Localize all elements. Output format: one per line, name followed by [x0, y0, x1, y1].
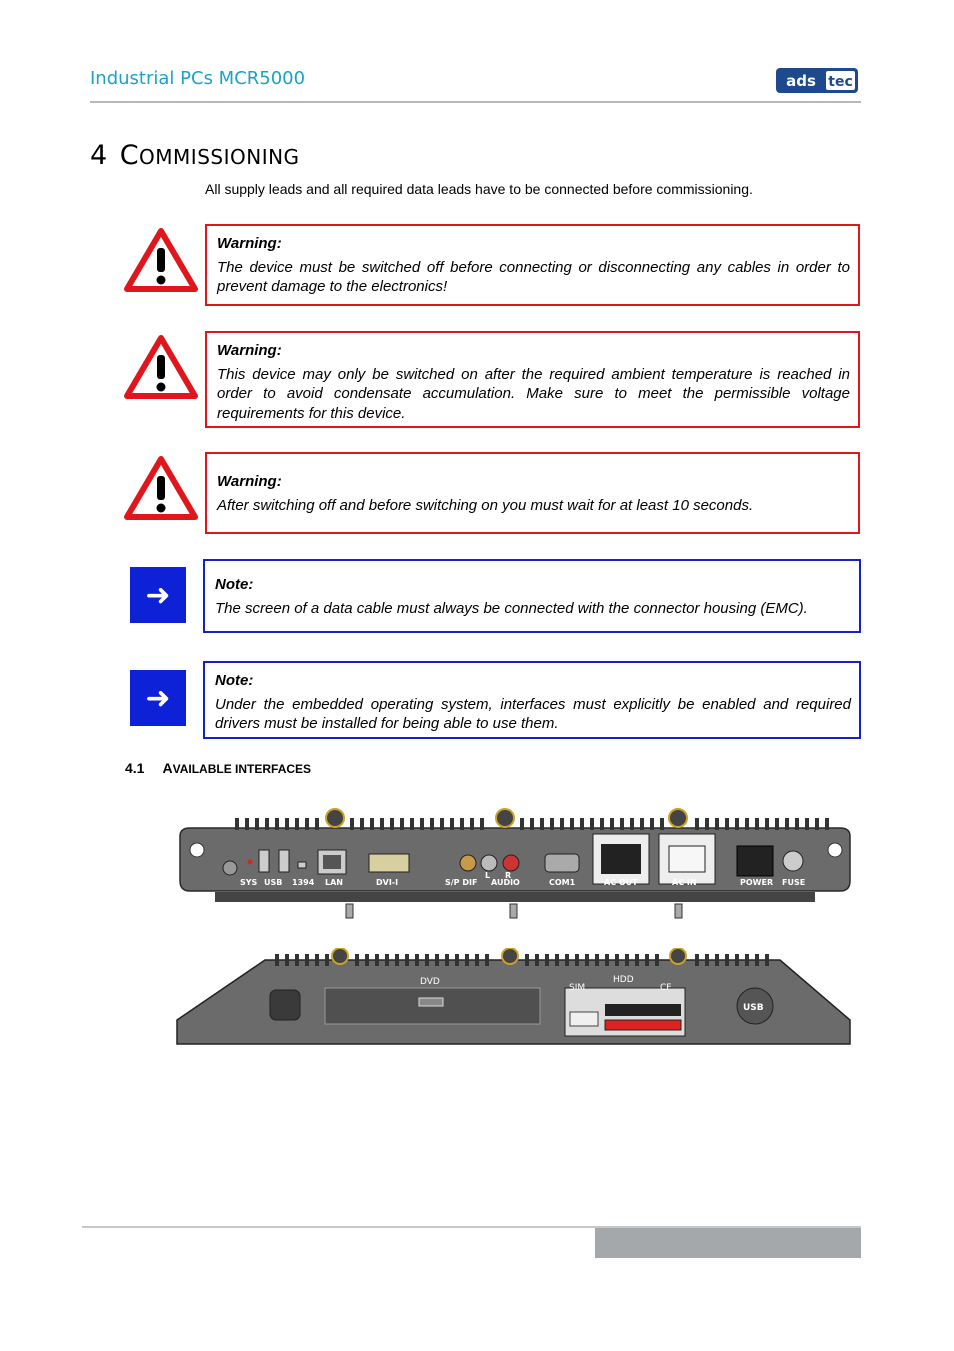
footer-bar [595, 1228, 861, 1258]
label-r: R [505, 871, 512, 880]
arrow-right-icon: ➜ [130, 567, 186, 623]
logo-text-right: tec [828, 74, 853, 90]
logo-text-left: ads [786, 72, 816, 90]
warning-title: Warning: [217, 473, 282, 490]
label-ac-in: AC IN [672, 878, 697, 887]
note-text: Under the embedded operating system, interfaces must explicitly be enabled and required drivers must be installed for being able to use them. [215, 695, 851, 732]
warning-text: This device may only be switched on after the required ambient temperature is reached in order to avoid condensate accumulation. Make sure to meet the permissible voltage requirements for this device. [217, 365, 850, 422]
note-text: The screen of a data cable must always be connected with the connector housing (EMC). [215, 599, 808, 617]
label-cf: CF [660, 983, 672, 993]
chapter-rest: OMMISSIONING [139, 145, 300, 169]
label-power: POWER [740, 878, 774, 887]
label-dvd: DVD [420, 977, 440, 987]
label-lan: LAN [325, 878, 343, 887]
label-spdif: S/P DIF [445, 878, 478, 887]
section-number: 4.1 [125, 760, 145, 776]
arrow-right-icon: ➜ [130, 670, 186, 726]
warning-text: After switching off and before switching on you must wait for at least 10 seconds. [217, 496, 754, 514]
label-1394: 1394 [292, 878, 315, 887]
chapter-first-letter: C [119, 140, 140, 171]
label-dvi: DVI-I [376, 878, 399, 887]
device-front-view [175, 806, 855, 921]
label-hdd: HDD [613, 975, 634, 985]
label-ac-out: AC OUT [604, 878, 638, 887]
warning-box-2 [205, 331, 860, 428]
section-heading [125, 760, 311, 776]
warning-text: The device must be switched off before connecting or disconnecting any cables in order to prevent damage to the electronics! [217, 258, 850, 295]
label-com1: COM1 [549, 878, 576, 887]
device-side-view [175, 948, 855, 1048]
label-usb: USB [264, 878, 283, 887]
chapter-heading [90, 140, 300, 171]
warning-triangle-icon [124, 228, 198, 292]
header-title: Industrial PCs MCR5000 [90, 68, 306, 89]
label-fuse: FUSE [782, 878, 806, 887]
warning-title: Warning: [217, 235, 282, 252]
note-title: Note: [215, 576, 254, 593]
label-audio: AUDIO [491, 878, 520, 887]
section-rest: VAILABLE INTERFACES [172, 762, 312, 776]
note-box-1 [203, 559, 861, 633]
header-divider [90, 101, 861, 103]
warning-title: Warning: [217, 342, 282, 359]
warning-box-1 [205, 224, 860, 306]
warning-triangle-icon [124, 456, 198, 520]
label-l: L [485, 871, 491, 880]
label-sys: SYS [240, 878, 258, 887]
ads-tec-logo [776, 68, 858, 93]
note-title: Note: [215, 672, 254, 689]
chapter-number: 4 [90, 140, 108, 171]
warning-triangle-icon [124, 335, 198, 399]
intro-text: All supply leads and all required data leads have to be connected before commissioning. [205, 181, 753, 197]
warning-box-3 [205, 452, 860, 534]
label-usb-side: USB [743, 1003, 764, 1013]
label-sim: SIM [569, 983, 586, 993]
note-box-2 [203, 661, 861, 739]
section-first-letter: A [162, 760, 173, 776]
